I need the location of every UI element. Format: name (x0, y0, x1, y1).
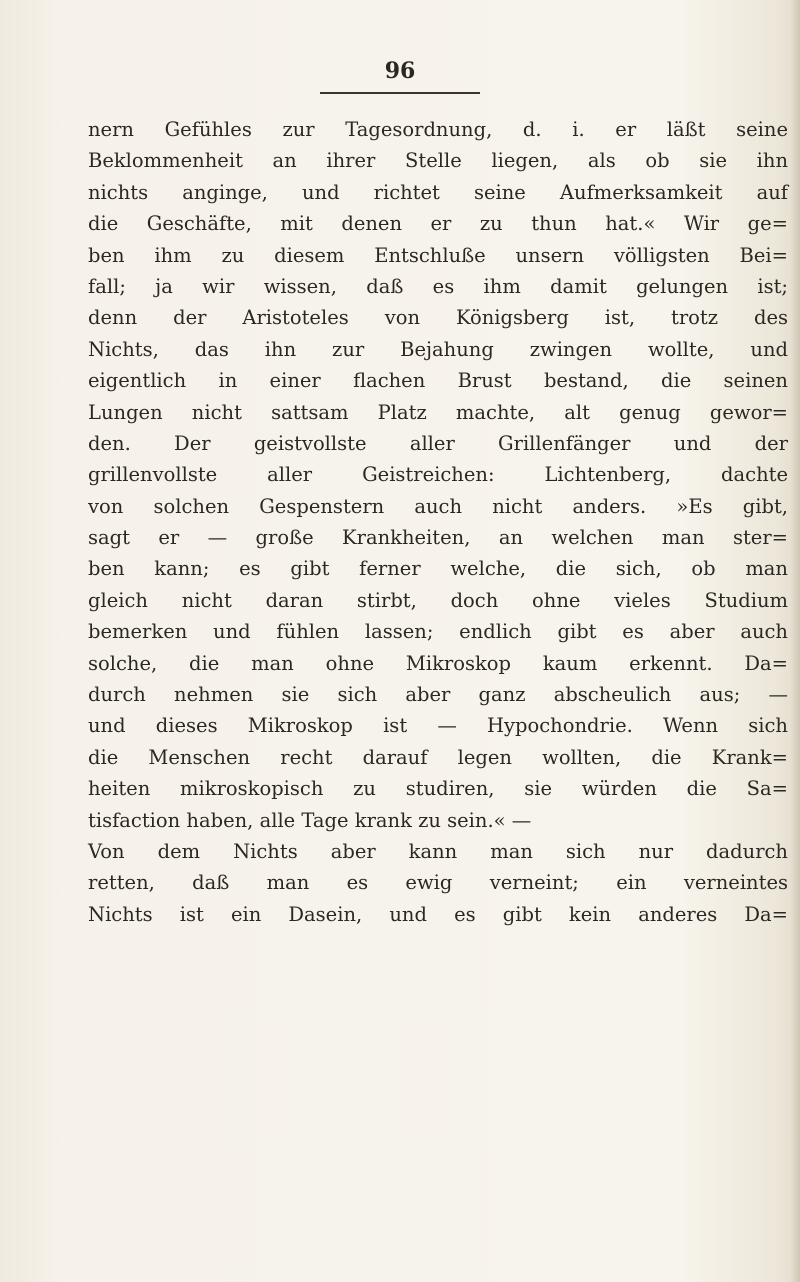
body-text (88, 114, 788, 930)
text-line: eigentlich in einer flachen Brust bestand, die seinen (88, 369, 788, 393)
text-line: nichts anginge, und richtet seine Aufmerksamkeit auf (88, 180, 788, 204)
text-line: fall; ja wir wissen, daß es ihm damit gelungen ist; (88, 274, 788, 298)
text-line: solche, die man ohne Mikroskop kaum erkennt. Da= (88, 651, 788, 675)
text-line: ben ihm zu diesem Entschluße unsern völligsten Bei= (88, 243, 788, 267)
text-line: Lungen nicht sattsam Platz machte, alt genug gewor= (88, 400, 788, 424)
text-line: die Geschäfte, mit denen er zu thun hat.« Wir ge= (88, 212, 788, 236)
text-line: nern Gefühles zur Tagesordnung, d. i. er läßt seine (88, 118, 788, 141)
text-line: die Menschen recht darauf legen wollten, die Krank= (88, 745, 788, 769)
text-line: tisfaction haben, alle Tage krank zu sein.« — (88, 808, 532, 832)
text-line: und dieses Mikroskop ist — Hypochondrie. Wenn sich (88, 714, 788, 738)
text-line: Nichts ist ein Dasein, und es gibt kein anderes Da= (88, 902, 788, 926)
text-line: bemerken und fühlen lassen; endlich gibt es aber auch (88, 620, 788, 644)
text-line: von solchen Gespenstern auch nicht anders. »Es gibt, (88, 494, 788, 518)
page-number: 96 (384, 58, 416, 84)
page-edge-shadow (790, 0, 800, 1282)
text-line: grillenvollste aller Geistreichen: Lichtenberg, dachte (88, 463, 788, 487)
text-line: Beklommenheit an ihrer Stelle liegen, als ob sie ihn (88, 149, 788, 173)
text-line: heiten mikroskopisch zu studiren, sie würden die Sa= (88, 777, 788, 801)
text-line: ben kann; es gibt ferner welche, die sich, ob man (88, 557, 788, 581)
text-line: sagt er — große Krankheiten, an welchen man ster= (88, 526, 788, 550)
text-line: Von dem Nichts aber kann man sich nur dadurch (88, 839, 788, 863)
text-line: gleich nicht daran stirbt, doch ohne vieles Studium (88, 588, 788, 612)
text-line: den. Der geistvollste aller Grillenfänger und der (88, 431, 788, 455)
text-line: durch nehmen sie sich aber ganz abscheulich aus; — (88, 683, 788, 707)
text-line: retten, daß man es ewig verneint; ein verneintes (88, 871, 788, 895)
header-rule (320, 92, 480, 94)
text-line: denn der Aristoteles von Königsberg ist, trotz des (88, 306, 788, 330)
text-line: Nichts, das ihn zur Bejahung zwingen wollte, und (88, 337, 788, 361)
